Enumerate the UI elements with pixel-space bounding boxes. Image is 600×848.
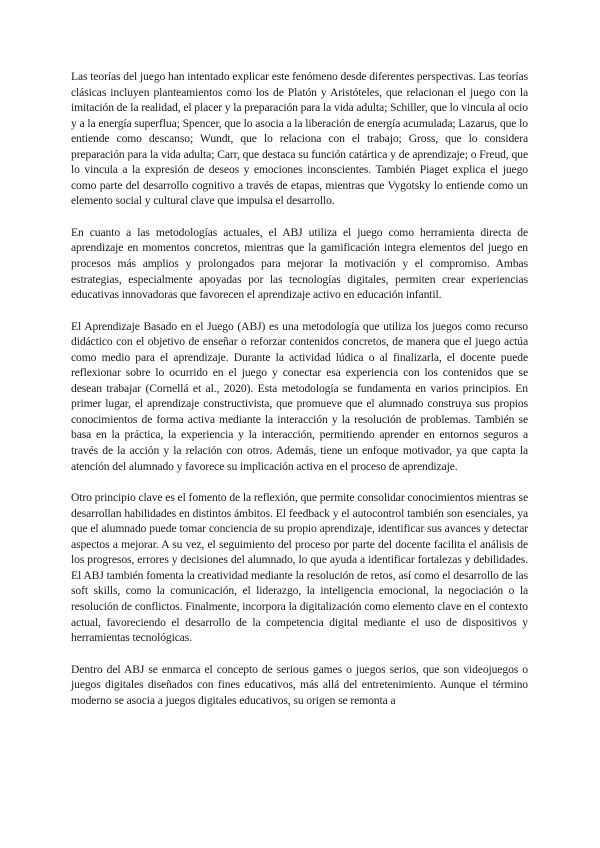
paragraph-current-methodologies: En cuanto a las metodologías actuales, el ABJ utiliza el juego como herramienta directa de aprendizaje en momentos concretos, mientras que la gamificación integra elementos del juego en procesos más amplios y prolongados para mejorar la motivación y el compromiso. Ambas estrategias, especialmente apoyadas por las tecnologías digitales, permiten crear experiencias educativas innovadoras que favorecen el aprendizaje activo en educación infantil. <box>71 225 528 302</box>
paragraph-serious-games: Dentro del ABJ se enmarca el concepto de serious games o juegos serios, que son videojuegos o juegos digitales diseñados con fines educativos, más allá del entretenimiento. Aunque el término moderno se asocia a juegos digitales educativos, su origen se remonta a <box>71 662 528 707</box>
document-body <box>71 69 528 724</box>
paragraph-abj-principles: Otro principio clave es el fomento de la reflexión, que permite consolidar conocimientos mientras se desarrollan habilidades en distintos ámbitos. El feedback y el autocontrol también son esenciales, ya que el alumnado puede tomar conciencia de su propio aprendizaje, identificar sus avances y detectar aspectos a mejorar. A su vez, el seguimiento del proceso por parte del docente facilita el análisis de los progresos, errores y decisiones del alumnado, lo que ayuda a identificar fortalezas y debilidades. El ABJ también fomenta la creatividad mediante la resolución de retos, así como el desarrollo de las soft skills, como la comunicación, el liderazgo, la inteligencia emocional, la negociación o la resolución de conflictos. Finalmente, incorpora la digitalización como elemento clave en el contexto actual, favoreciendo el desarrollo de la competencia digital mediante el uso de dispositivos y herramientas tecnológicas. <box>71 491 528 645</box>
paragraph-abj-definition: El Aprendizaje Basado en el Juego (ABJ) es una metodología que utiliza los juegos como recurso didáctico con el objetivo de enseñar o reforzar contenidos concretos, de manera que el juego actúa como medio para el aprendizaje. Durante la actividad lúdica o al finalizarla, el docente puede reflexionar sobre lo ocurrido en el juego y conectar esa experiencia con los contenidos que se desean trabajar (Cornellá et al., 2020). Esta metodología se fundamenta en varios principios. En primer lugar, el aprendizaje constructivista, que promueve que el alumnado construya sus propios conocimientos de forma activa mediante la interacción y la resolución de problemas. También se basa en la práctica, la experiencia y la interacción, permitiendo aprender en entornos seguros a través de la acción y la relación con otros. Además, tiene un enfoque motivador, ya que capta la atención del alumnado y favorece su implicación activa en el proceso de aprendizaje. <box>71 319 528 473</box>
paragraph-theories-of-play: Las teorías del juego han intentado explicar este fenómeno desde diferentes perspectivas. Las teorías clásicas incluyen planteamientos como los de Platón y Aristóteles, que relacionan el juego con la imitación de la realidad, el placer y la preparación para la vida adulta; Schiller, que lo vincula al ocio y a la energía superflua; Spencer, que lo asocia a la liberación de energía acumulada; Lazarus, que lo entiende como descanso; Wundt, que lo relaciona con el trabajo; Gross, que lo considera preparación para la vida adulta; Carr, que destaca su función catártica y de aprendizaje; o Freud, que lo vincula a la expresión de deseos y emociones inconscientes. También Piaget explica el juego como parte del desarrollo cognitivo a través de etapas, mientras que Vygotsky lo entiende como un elemento social y cultural clave que impulsa el desarrollo. <box>71 70 528 208</box>
